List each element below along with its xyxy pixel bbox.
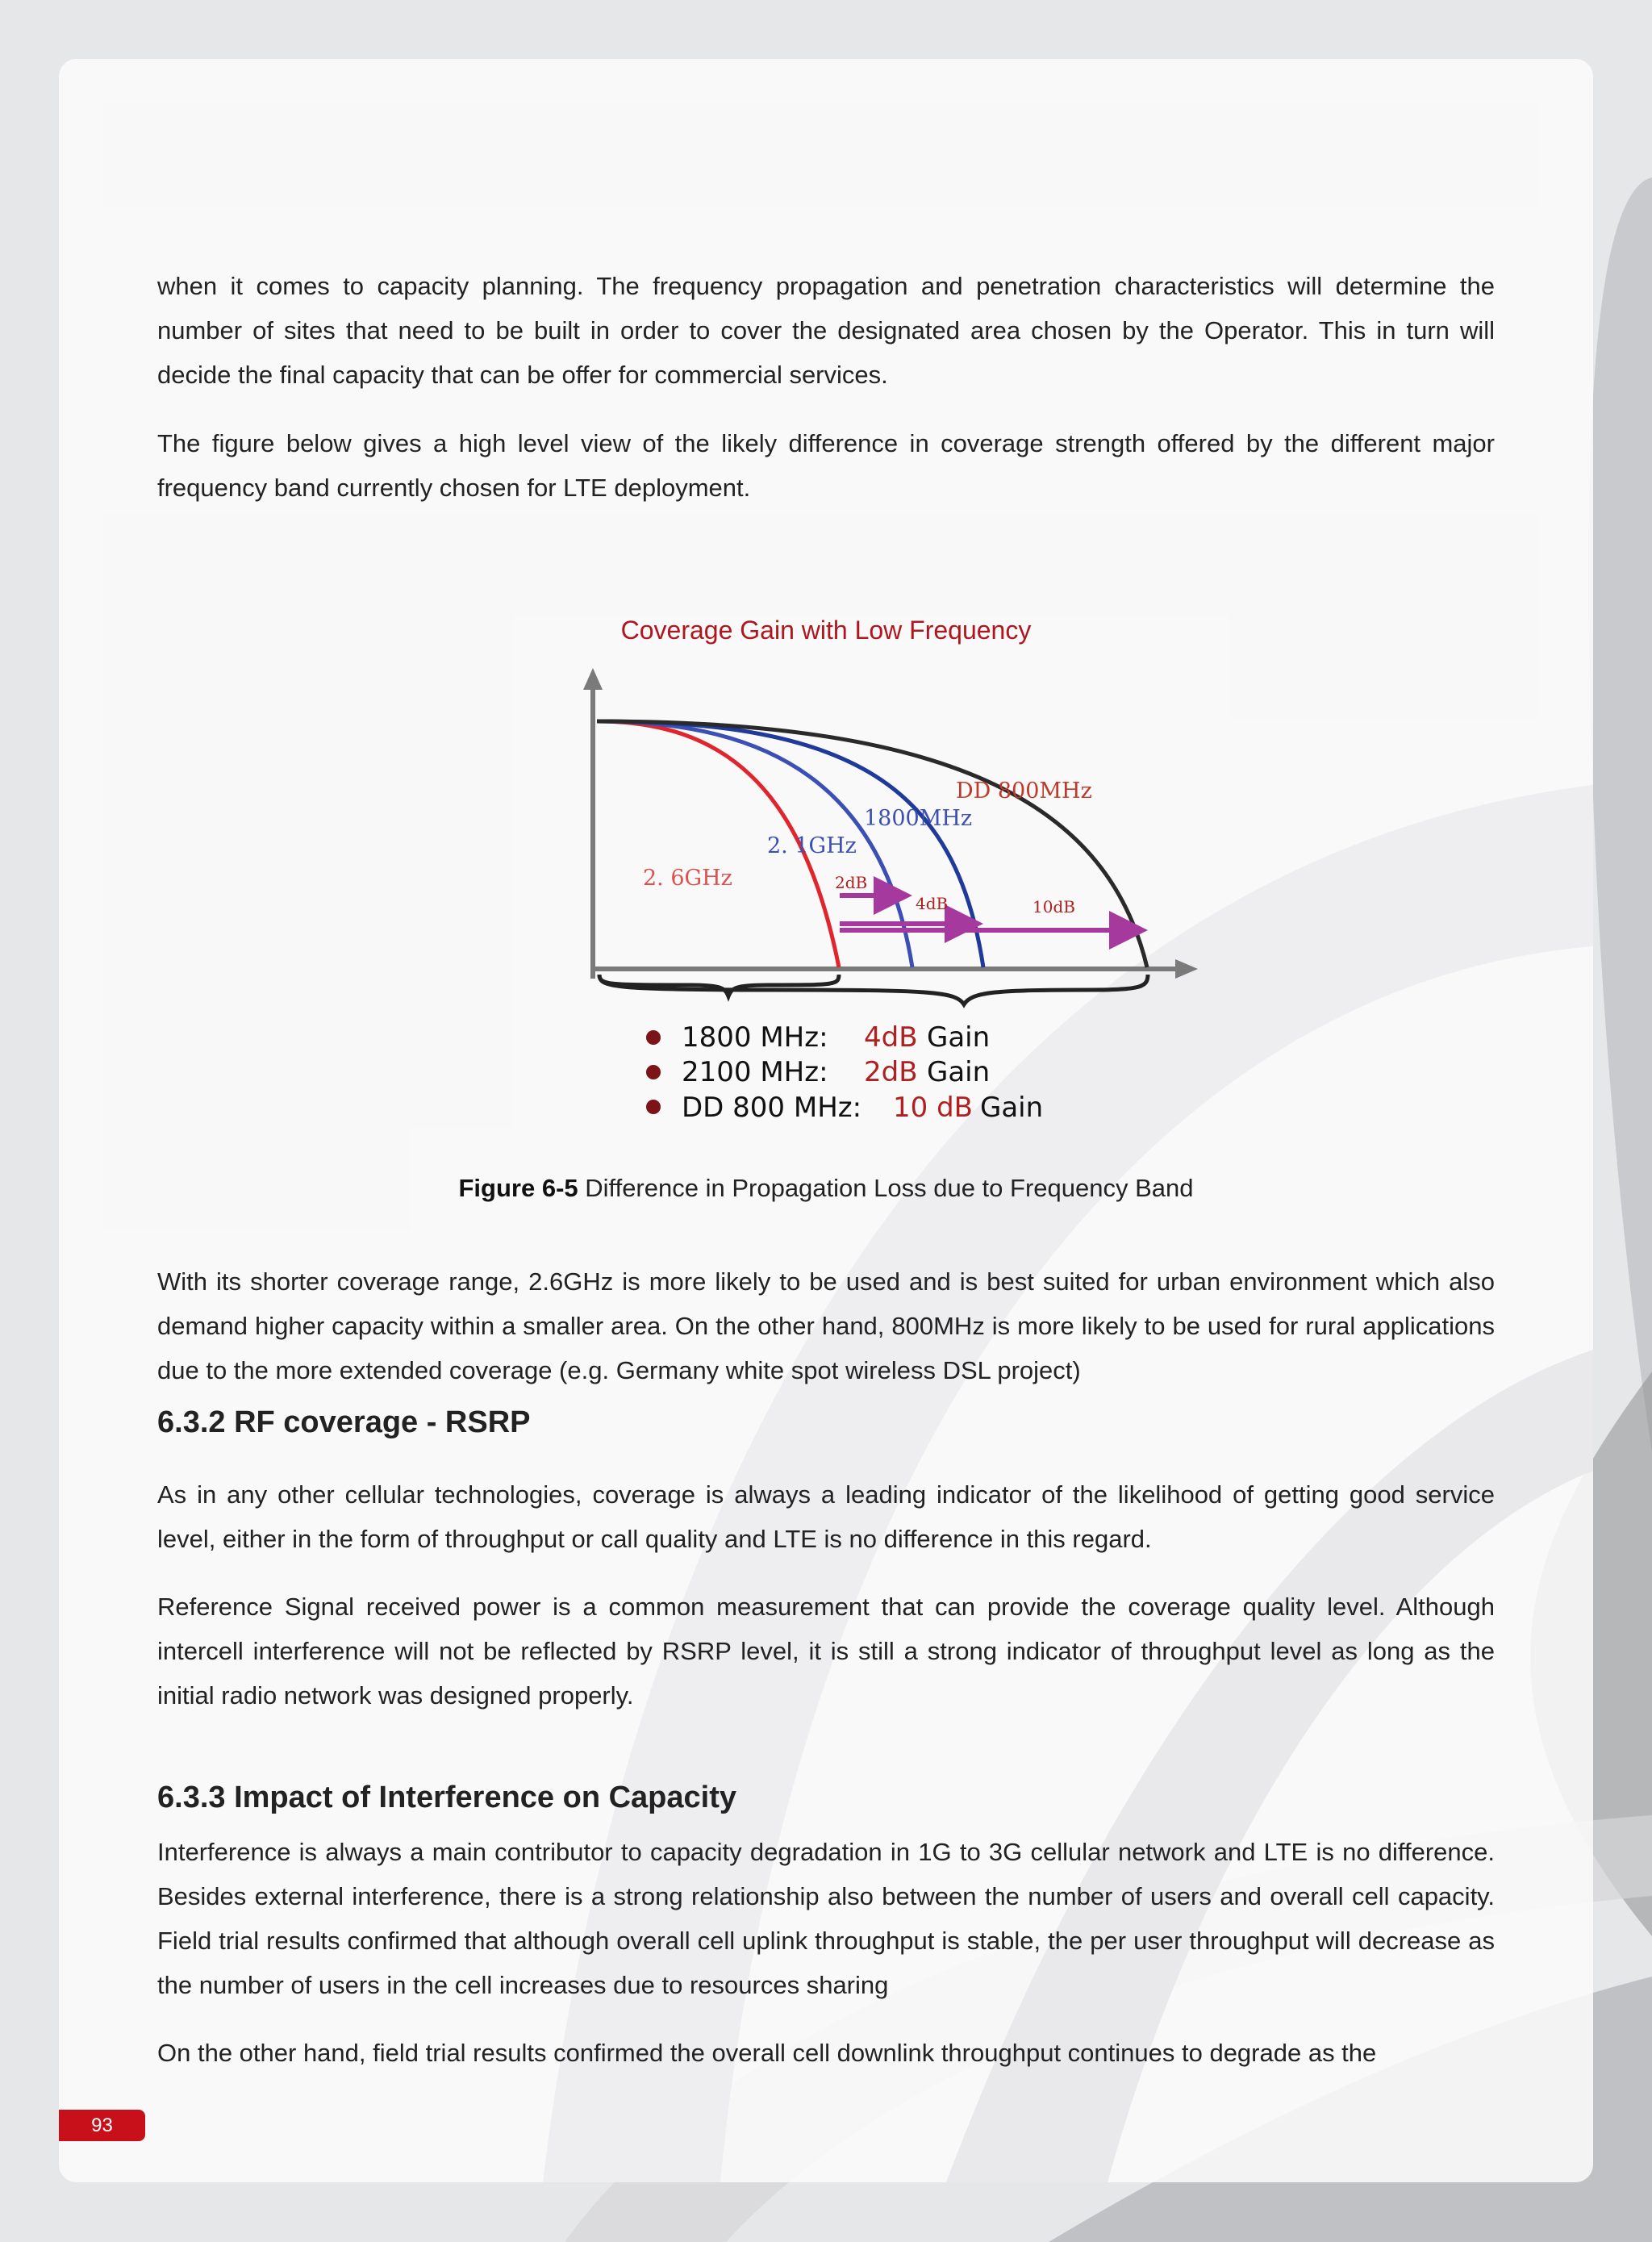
x-axis-arrowhead xyxy=(1175,959,1198,979)
legend-suffix-800: Gain xyxy=(980,1092,1044,1124)
brace-2-6ghz xyxy=(599,975,839,996)
figure-title: Coverage Gain with Low Frequency xyxy=(620,616,1032,645)
heading-6-3-3: 6.3.3 Impact of Interference on Capacity xyxy=(157,1781,737,1814)
paragraph-rsrp: Reference Signal received power is a common measurement that can provide the coverage quality level. Although intercell interference will not be reflected by RSRP level, it is still a strong indicator of throughput level as long as the initial radio network was designed properly. xyxy=(157,1593,1495,1710)
legend-band-1800: 1800 MHz: xyxy=(682,1021,828,1054)
figure-caption-label: Figure 6-5 xyxy=(458,1174,578,1202)
legend-band-800: DD 800 MHz: xyxy=(682,1092,862,1124)
label-4db: 4dB xyxy=(916,894,949,913)
label-2db: 2dB xyxy=(835,873,868,892)
paragraph-figure-intro: The figure below gives a high level view of the likely difference in coverage strength offered by the different major frequency band currently chosen for LTE deployment. xyxy=(157,429,1495,502)
legend-bullet xyxy=(646,1065,661,1079)
y-axis-arrowhead xyxy=(583,668,603,690)
paragraph-capacity-planning: when it comes to capacity planning. The frequency propagation and penetration characteristics will determine the number of sites that need to be built in order to cover the designated area chosen by the Operator. This in turn will decide the final capacity that can be offer for commercial services. xyxy=(157,272,1495,389)
legend-bullet xyxy=(646,1100,661,1114)
paragraph-downlink: On the other hand, field trial results confirmed the overall cell downlink throughput continues to degrade as the xyxy=(157,2039,1377,2067)
gain-legend xyxy=(646,1021,1043,1124)
label-10db: 10dB xyxy=(1032,897,1075,916)
label-1800mhz: 1800MHz xyxy=(864,806,973,831)
paragraph-coverage-indicator: As in any other cellular technologies, coverage is always a leading indicator of the likelihood of getting good service level, either in the form of throughput or call quality and LTE is no difference in this regard. xyxy=(157,1480,1495,1553)
document-page xyxy=(59,59,1593,2182)
legend-gain-800: 10 dB xyxy=(893,1092,973,1124)
legend-suffix-1800: Gain xyxy=(927,1021,991,1054)
figure-coverage-gain xyxy=(157,543,1495,1221)
legend-gain-2100: 2dB xyxy=(864,1056,918,1088)
label-2-1ghz: 2. 1GHz xyxy=(767,833,857,858)
legend-bullet xyxy=(646,1030,661,1045)
label-2-6ghz: 2. 6GHz xyxy=(643,866,732,891)
legend-gain-1800: 4dB xyxy=(864,1021,918,1054)
paragraph-interference: Interference is always a main contributor to capacity degradation in 1G to 3G cellular network and LTE is no difference. Besides external interference, there is a strong relationship also between the number of users and overall cell capacity. Field trial results confirmed that although overall cell uplink throughput is stable, the per user throughput will decrease as the number of users in the cell increases due to resources sharing xyxy=(157,1838,1495,1999)
brace-800mhz xyxy=(599,975,1148,1004)
figure-caption-text: Difference in Propagation Loss due to Frequency Band xyxy=(578,1174,1194,1202)
legend-band-2100: 2100 MHz: xyxy=(682,1056,828,1088)
figure-caption xyxy=(157,1174,1495,1203)
coverage-diagram xyxy=(157,543,1495,1156)
label-dd-800mhz: DD 800MHz xyxy=(956,779,1092,804)
page-number: 93 xyxy=(59,2110,145,2141)
legend-suffix-2100: Gain xyxy=(927,1056,991,1088)
heading-6-3-2: 6.3.2 RF coverage - RSRP xyxy=(157,1405,531,1439)
paragraph-band-usage: With its shorter coverage range, 2.6GHz is more likely to be used and is best suited for urban environment which also demand higher capacity within a smaller area. On the other hand, 800MHz is more likely to be used for rural applications due to the more extended coverage (e.g. Germany white spot wireless DSL project) xyxy=(157,1267,1495,1384)
